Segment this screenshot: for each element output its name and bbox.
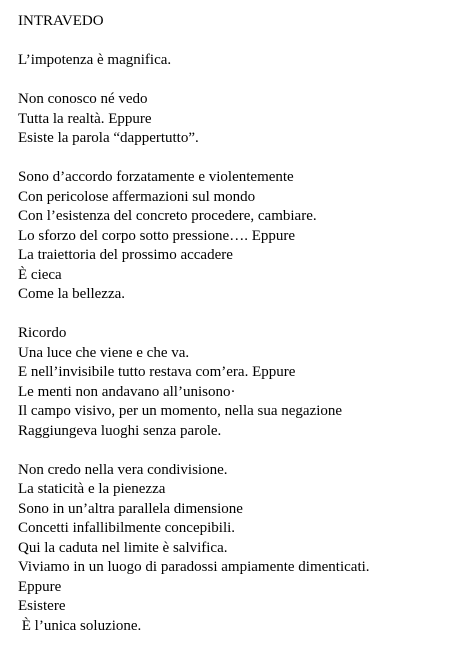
poem-line: Sono d’accordo forzatamente e violentemente: [18, 169, 294, 185]
poem-line: Come la bellezza.: [18, 286, 126, 302]
poem-line: Il campo visivo, per un momento, nella sua negazione: [18, 403, 343, 419]
poem-line: Raggiungeva luoghi senza parole.: [18, 422, 222, 439]
poem-line: È cieca: [18, 266, 62, 283]
poem-line: Con l’esistenza del concreto procedere, cambiare.: [18, 208, 317, 224]
poem-line: Lo sforzo del corpo sotto pressione…. Eppure: [18, 227, 296, 244]
stanza-gap: [18, 305, 465, 325]
poem-line: Tutta la realtà. Eppure: [18, 110, 152, 127]
poem-line: La traiettoria del prossimo accadere: [18, 247, 233, 263]
stanza-gap: [18, 32, 465, 52]
poem-line: Ricordo: [18, 325, 67, 341]
poem-line: Non conosco né vedo: [18, 91, 148, 107]
poem-line: L’impotenza è magnifica.: [18, 52, 172, 68]
stanza-3: [18, 168, 465, 305]
poem-line: Non credo nella vera condivisione.: [18, 461, 228, 478]
poem-line: Esistere: [18, 598, 66, 614]
poem-line: Qui la caduta nel limite è salvifica.: [18, 539, 228, 556]
stanza-gap: [18, 441, 465, 461]
poem-line: Esiste la parola “dappertutto”.: [18, 130, 199, 146]
poem-line: Sono in un’altra parallela dimensione: [18, 500, 243, 517]
poem-line: Una luce che viene e che va.: [18, 344, 190, 361]
poem-line: Con pericolose affermazioni sul mondo: [18, 188, 256, 205]
stanza-4: [18, 324, 465, 441]
poem-title: INTRAVEDO: [18, 13, 104, 29]
poem-line: Le menti non andavano all’unisono·: [18, 383, 236, 400]
stanza-1: [18, 51, 465, 71]
stanza-gap: [18, 71, 465, 91]
stanza-gap: [18, 149, 465, 169]
poem-line: Eppure: [18, 578, 62, 595]
poem-line: E nell’invisibile tutto restava com’era. Eppure: [18, 364, 296, 380]
poem-page: [18, 12, 465, 636]
poem-line: La staticità e la pienezza: [18, 481, 166, 497]
poem-line: Concetti infallibilmente concepibili.: [18, 520, 236, 536]
poem-line: È l’unica soluzione.: [18, 617, 142, 634]
poem-line: Viviamo in un luogo di paradossi ampiamente dimenticati.: [18, 559, 370, 575]
stanza-5: [18, 461, 465, 637]
stanza-2: [18, 90, 465, 149]
